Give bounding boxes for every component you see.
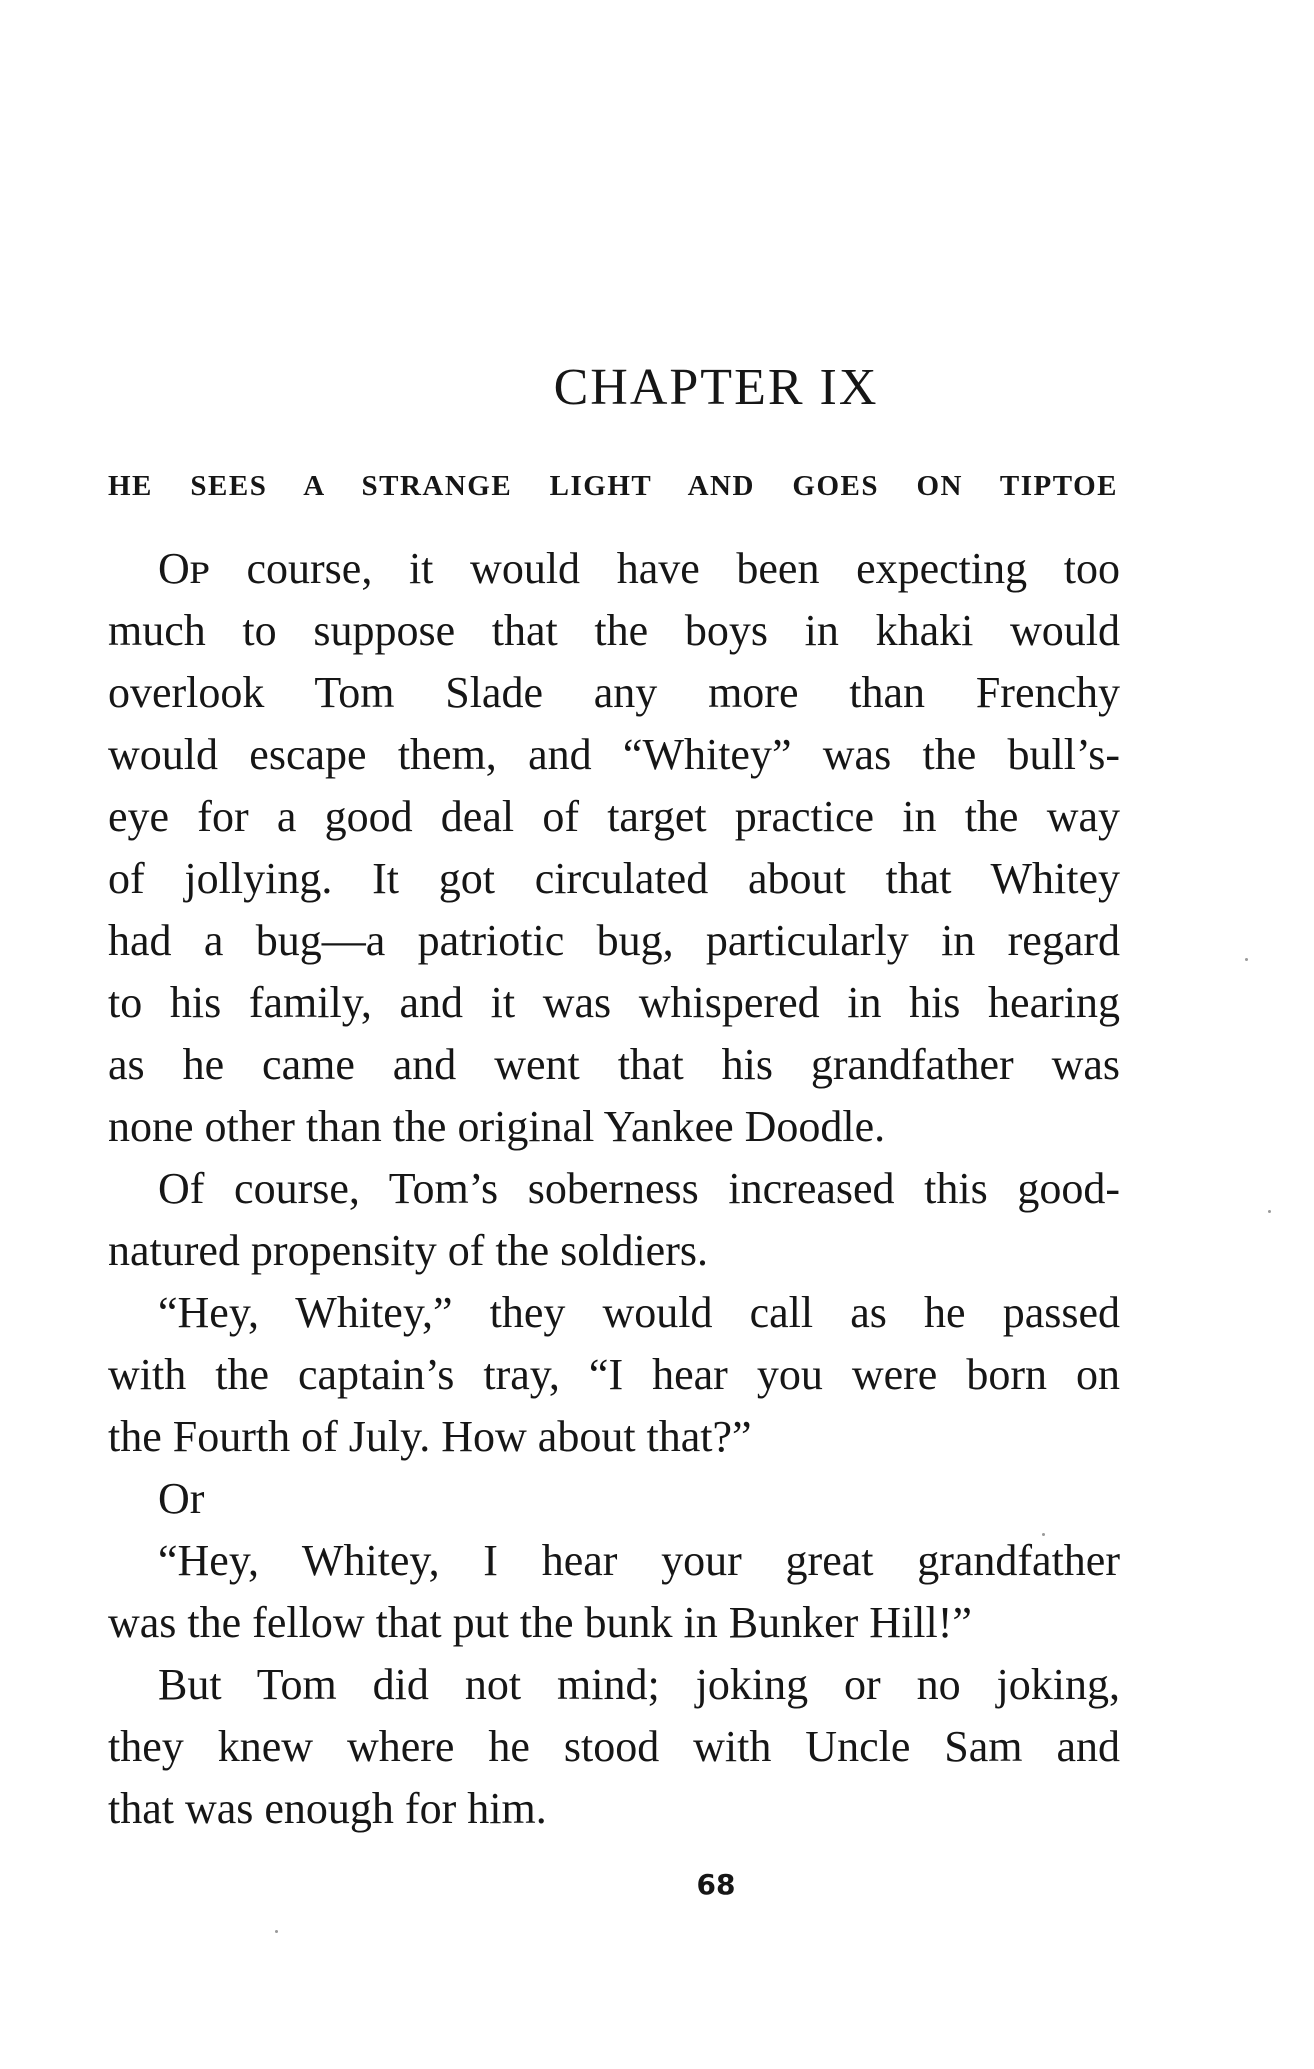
scan-speck <box>1245 958 1248 961</box>
text-line: But Tom did not mind; joking or no joking, <box>158 1660 1120 1709</box>
text-line: Of course, Tom’s soberness increased this good- <box>158 1164 1120 1213</box>
text-line: the Fourth of July. How about that?” <box>108 1412 752 1461</box>
chapter-number: CHAPTER IX <box>553 359 879 416</box>
text-line: had a bug—a patriotic bug, particularly in regard <box>108 916 1120 965</box>
scan-speck <box>1268 1210 1271 1213</box>
text-line: eye for a good deal of target practice in the way <box>108 792 1120 841</box>
text-line: was the fellow that put the bunk in Bunker Hill!” <box>108 1598 972 1647</box>
text-line: natured propensity of the soldiers. <box>108 1226 708 1275</box>
text-line: Oᴘ course, it would have been expecting too <box>158 544 1120 593</box>
body-text <box>108 538 1120 1840</box>
text-line: that was enough for him. <box>108 1784 547 1833</box>
scan-speck <box>1042 1533 1045 1536</box>
text-line: as he came and went that his grandfather was <box>108 1040 1120 1089</box>
text-line: to his family, and it was whispered in his hearing <box>108 978 1120 1027</box>
text-line: Or <box>158 1474 205 1523</box>
page-number: 68 <box>696 1868 736 1901</box>
text-line: “Hey, Whitey, I hear your great grandfather <box>158 1536 1120 1585</box>
text-line: overlook Tom Slade any more than Frenchy <box>108 668 1120 717</box>
chapter-title: HE SEES A STRANGE LIGHT AND GOES ON TIPTOE <box>108 470 1118 502</box>
text-line: they knew where he stood with Uncle Sam and <box>108 1722 1120 1771</box>
text-line: of jollying. It got circulated about that Whitey <box>108 854 1120 903</box>
scan-speck <box>275 1930 278 1933</box>
text-line: “Hey, Whitey,” they would call as he passed <box>158 1288 1120 1337</box>
text-line: would escape them, and “Whitey” was the bull’s- <box>108 730 1120 779</box>
text-line: with the captain’s tray, “I hear you were born on <box>108 1350 1120 1399</box>
text-line: much to suppose that the boys in khaki would <box>108 606 1120 655</box>
text-line: none other than the original Yankee Doodle. <box>108 1102 886 1151</box>
